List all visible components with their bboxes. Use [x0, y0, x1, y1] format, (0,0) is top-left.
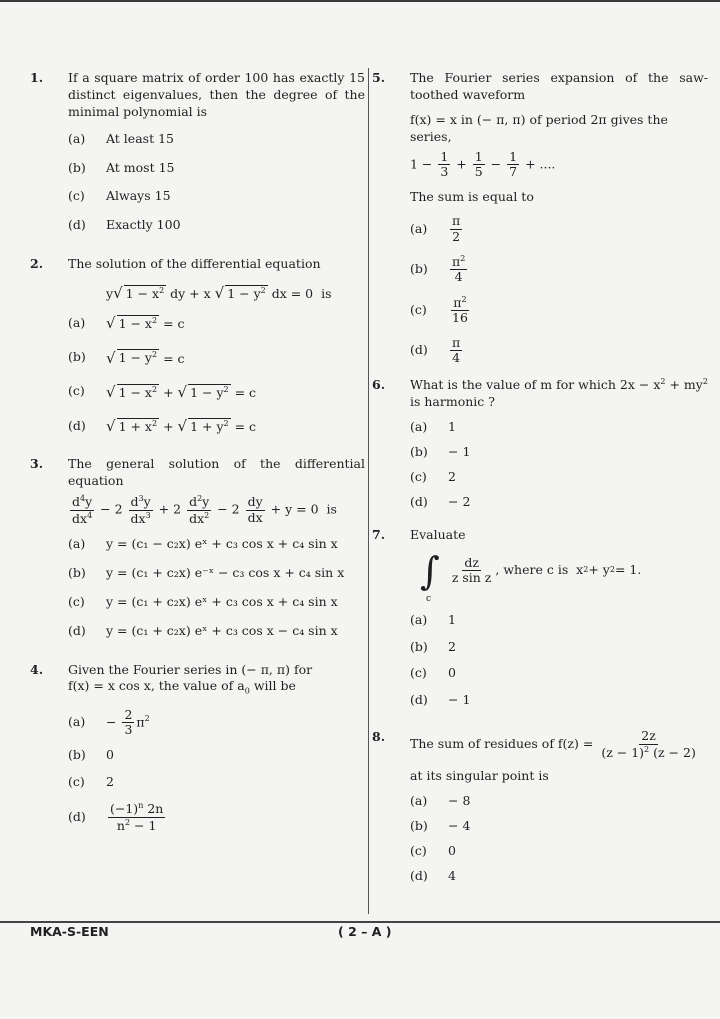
question-stem: The Fourier series expansion of the saw-toothed waveform [410, 70, 708, 102]
question-stem: The general solution of the differential equation [68, 456, 365, 489]
option-a[interactable]: (a) At least 15 [68, 130, 174, 146]
option-c[interactable]: (c) √ $1 - x^2$ + √ $1 - y^2 = c$ [68, 382, 257, 401]
option-d[interactable]: (d) y = (c₁ + c₂x) eˣ + c₃ cos x − c₄ sin x [68, 622, 338, 638]
question-1 [30, 70, 365, 234]
option-a[interactable]: (a) − 8 [410, 793, 471, 808]
option-b[interactable]: (b) $\frac{\pi^2}{4}$ [410, 253, 466, 285]
option-a[interactable]: (a) √ $1 - x^2 = c$ [68, 314, 185, 333]
question-number: 3. [30, 456, 44, 472]
question-number: 8. [372, 729, 386, 745]
option-c[interactable]: (c) 2 [68, 774, 114, 790]
option-a[interactable]: (a) 1 [410, 611, 456, 627]
left-column [30, 70, 365, 841]
option-d[interactable]: (d) − 1 [410, 692, 471, 708]
option-d[interactable]: (d) 4 [410, 867, 456, 883]
question-stem: If a square matrix of order 100 has exactly 15 distinct eigenvalues, then the degree of the minimal polynomial is [68, 70, 365, 119]
option-c[interactable]: (c) 2 [410, 469, 456, 485]
option-b[interactable]: (b) At most 15 [68, 159, 175, 175]
question-stem: The solution of the differential equation [68, 256, 321, 272]
sum-text: The sum is equal to [410, 189, 534, 205]
option-a[interactable]: (a) − $\frac{2}{3}$ $\pi^2$ [68, 706, 150, 738]
question-stem-line2: f(x) = x in (− π, π) of period 2π gives the series, [410, 111, 668, 144]
question-stem: The sum of residues of f(z) = $\frac{2z}{(z - 1)^2 (z - 2)}$ [410, 728, 696, 760]
column-divider [368, 68, 369, 914]
question-number: 6. [372, 377, 386, 393]
page-number: ( 2 – A ) [338, 924, 392, 939]
question-5 [372, 70, 708, 365]
right-column [372, 70, 708, 893]
differential-equation: y√ $1 - x^2$ dy + x √ $1 - y^2$ dx = 0 is [106, 284, 332, 302]
question-3 [30, 456, 365, 639]
option-b[interactable]: (b) √ $1 - y^2 = c$ [68, 348, 185, 367]
option-a[interactable]: (a) y = (c₁ − c₂x) eˣ + c₃ cos x + c₄ sin x [68, 536, 338, 552]
option-d[interactable]: (d) $\frac{\pi}{4}$ [410, 334, 461, 366]
question-stem: What is the value of m for which $2x - x^2 + my^2$ is harmonic ? [410, 377, 708, 410]
option-c[interactable]: (c) 0 [410, 842, 456, 858]
top-rule [0, 0, 720, 2]
question-6 [372, 377, 708, 510]
question-number: 5. [372, 70, 386, 85]
question-number: 4. [30, 661, 44, 677]
footer-rule [0, 921, 720, 923]
series-expression: 1 − $\frac{1}{3}$ + $\frac{1}{5}$ − $\frac{1}{7}$ + .... [410, 148, 556, 179]
question-8 [372, 729, 708, 884]
option-a[interactable]: (a) 1 [410, 419, 456, 435]
option-d[interactable]: (d) √ $1 + x^2$ + √ $1 + y^2 = c$ [68, 417, 257, 435]
option-b[interactable]: (b) − 1 [410, 444, 471, 460]
question-number: 1. [30, 70, 44, 85]
option-b[interactable]: (b) 0 [68, 747, 114, 763]
option-b[interactable]: (b) y = (c₁ + c₂x) e⁻ˣ − c₃ cos x + c₄ sin x [68, 564, 345, 580]
option-c[interactable]: (c) Always 15 [68, 188, 171, 204]
question-stem: Evaluate [410, 526, 466, 542]
option-d[interactable]: (d) Exactly 100 [68, 217, 181, 233]
paper-code: MKA-S-EEN [30, 924, 109, 939]
differential-equation: $\frac{d^4y}{dx^4}$ − 2 $\frac{d^3y}{dx^3}$ + 2 $\frac{d^2y}{dx^2}$ − 2 $\frac{dy}{dx}$ + y = 0 is [72, 494, 337, 526]
option-b[interactable]: (b) 2 [410, 638, 456, 654]
question-number: 2. [30, 256, 44, 272]
question-2 [30, 256, 365, 436]
option-a[interactable]: (a) $\frac{\pi}{2}$ [410, 213, 461, 244]
option-c[interactable]: (c) $\frac{\pi^2}{16}$ [410, 294, 468, 326]
question-stem: Given the Fourier series in (− π, π) for f(x) = x cos x, the value of $a_0$ will be [68, 661, 313, 696]
contour-integral: ∫ c $\frac{dz}{\text{z sin z}}$ , where c is x 2 + y 2 = 1. [420, 548, 642, 604]
question-number: 7. [372, 526, 386, 542]
integral-sign-icon: ∫ c [420, 548, 440, 604]
option-d[interactable]: (d) − 2 [410, 493, 471, 509]
question-7 [372, 527, 708, 709]
question-4 [30, 662, 365, 834]
option-c[interactable]: (c) y = (c₁ + c₂x) eˣ + c₃ cos x + c₄ sin x [68, 593, 338, 609]
question-stem-line2: at its singular point is [410, 768, 549, 784]
option-d[interactable]: (d) $\frac{(-1)^n 2n}{n^2 - 1}$ [68, 801, 164, 833]
option-b[interactable]: (b) − 4 [410, 817, 471, 833]
option-c[interactable]: (c) 0 [410, 665, 456, 681]
